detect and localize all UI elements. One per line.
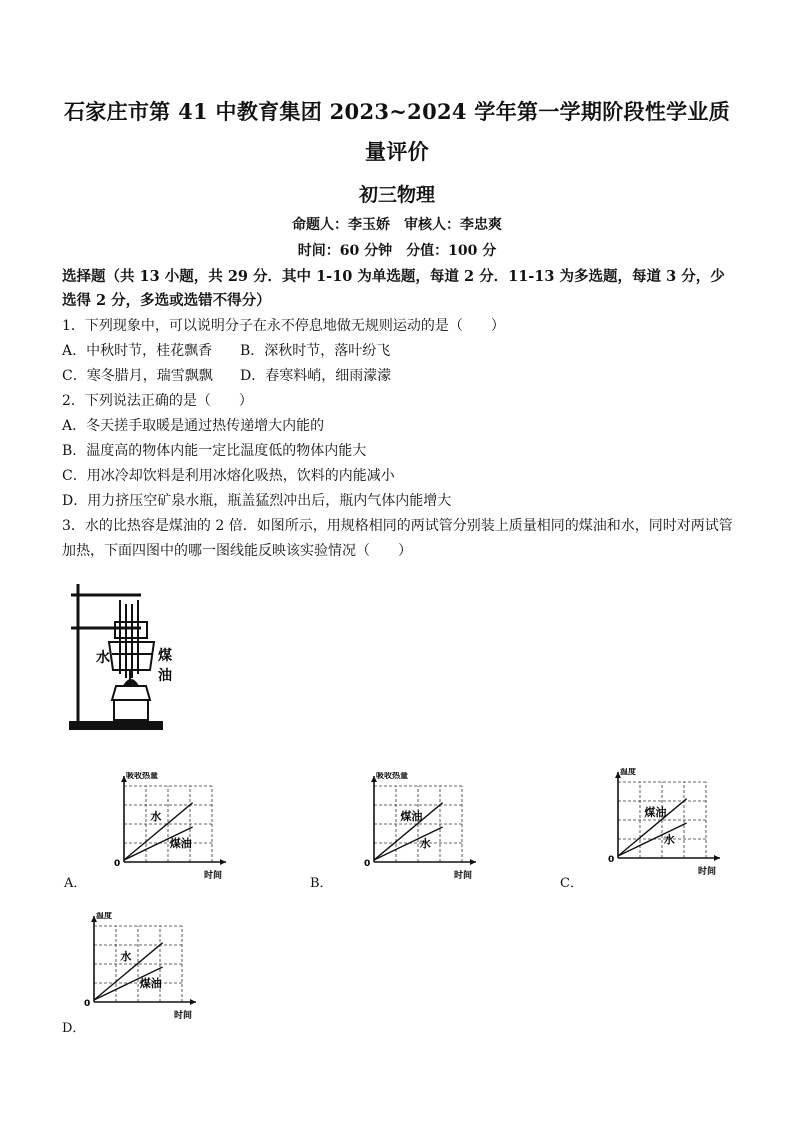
question-2-option-c: C．用冰冷却饮料是利用冰熔化吸热，饮料的内能减小 — [62, 468, 395, 484]
chart-option-b-label: B． — [310, 876, 333, 891]
subject-title: 初三物理 — [358, 184, 435, 206]
series-label: 煤油 — [400, 810, 423, 824]
option-a: A．中秋时节，桂花飘香 — [62, 343, 213, 359]
chart-option-a-label: A． — [64, 876, 87, 891]
question-3-stem-line-1: 3．水的比热容是煤油的 2 倍．如图所示，用规格相同的两试管分别装上质量相同的煤油和水，同时对两试管 — [62, 518, 733, 534]
y-axis-label: 吸收热量 — [126, 772, 158, 780]
x-axis-label: 时间 — [698, 867, 717, 877]
chart-option-d-label: D． — [62, 1021, 86, 1036]
series-label: 水 — [663, 832, 675, 846]
kerosene-label-1: 煤 — [158, 648, 172, 664]
y-axis-label: 温度 — [96, 912, 112, 920]
y-axis-label: 吸收热量 — [376, 772, 408, 780]
water-label: 水 — [96, 650, 110, 666]
x-axis-label: 时间 — [204, 871, 223, 881]
x-axis-label: 时间 — [174, 1011, 193, 1021]
question-2-stem: 2．下列说法正确的是（ ） — [62, 393, 253, 409]
x-axis-arrow — [470, 859, 476, 865]
question-1-options-row-1 — [62, 340, 390, 360]
chart-option-d — [82, 912, 212, 1022]
series-label: 煤油 — [169, 836, 192, 850]
series-label: 水 — [419, 836, 431, 850]
option-d: D．春寒料峭，细雨濛濛 — [240, 368, 392, 384]
paper-title: 石家庄市第 41 中教育集团 2023~2024 学年第一学期阶段性学业质量评价 — [63, 99, 731, 164]
chart-option-b — [362, 772, 492, 882]
chart-option-c — [606, 768, 736, 878]
question-2-option-d: D．用力挤压空矿泉水瓶，瓶盖猛烈冲出后，瓶内气体内能增大 — [62, 493, 452, 509]
series-label: 煤油 — [644, 806, 667, 820]
x-axis-arrow — [220, 859, 226, 865]
x-axis-label: 时间 — [454, 871, 473, 881]
x-axis-arrow — [190, 999, 196, 1005]
time-score-line: 时间：60 分钟 分值：100 分 — [297, 243, 497, 259]
option-b: B．深秋时节，落叶纷飞 — [240, 343, 391, 359]
question-2-option-a: A．冬天搓手取暖是通过热传递增大内能的 — [62, 418, 325, 434]
origin-label: 0 — [608, 855, 615, 865]
question-1-stem: 1．下列现象中，可以说明分子在永不停息地做无规则运动的是（ ） — [62, 318, 505, 334]
question-2-option-b: B．温度高的物体内能一定比温度低的物体内能大 — [62, 443, 367, 459]
series-label: 煤油 — [139, 976, 162, 990]
chart-option-c-label: C． — [560, 876, 583, 891]
option-c: C．寒冬腊月，瑞雪飘飘 — [62, 368, 213, 384]
question-1-options-row-2 — [62, 365, 391, 385]
chart-option-a — [112, 772, 242, 882]
authors-line: 命题人：李玉娇 审核人：李忠爽 — [292, 217, 502, 233]
x-axis-arrow — [714, 855, 720, 861]
series-label: 水 — [150, 810, 162, 824]
kerosene-label-2: 油 — [158, 668, 172, 684]
series-label: 水 — [120, 950, 132, 964]
y-axis-label: 温度 — [620, 768, 636, 776]
question-3-stem-line-2: 加热，下面四图中的哪一图线能反映该实验情况（ ） — [62, 543, 412, 559]
origin-label: 0 — [84, 999, 91, 1009]
origin-label: 0 — [114, 859, 121, 869]
origin-label: 0 — [364, 859, 371, 869]
section-heading: 选择题（共 13 小题，共 29 分．其中 1-10 为单选题，每道 2 分．11-13 为多选题，每道 3 分，少选得 2 分，多选或选错不得分） — [62, 268, 725, 309]
heating-apparatus-figure — [66, 582, 186, 732]
